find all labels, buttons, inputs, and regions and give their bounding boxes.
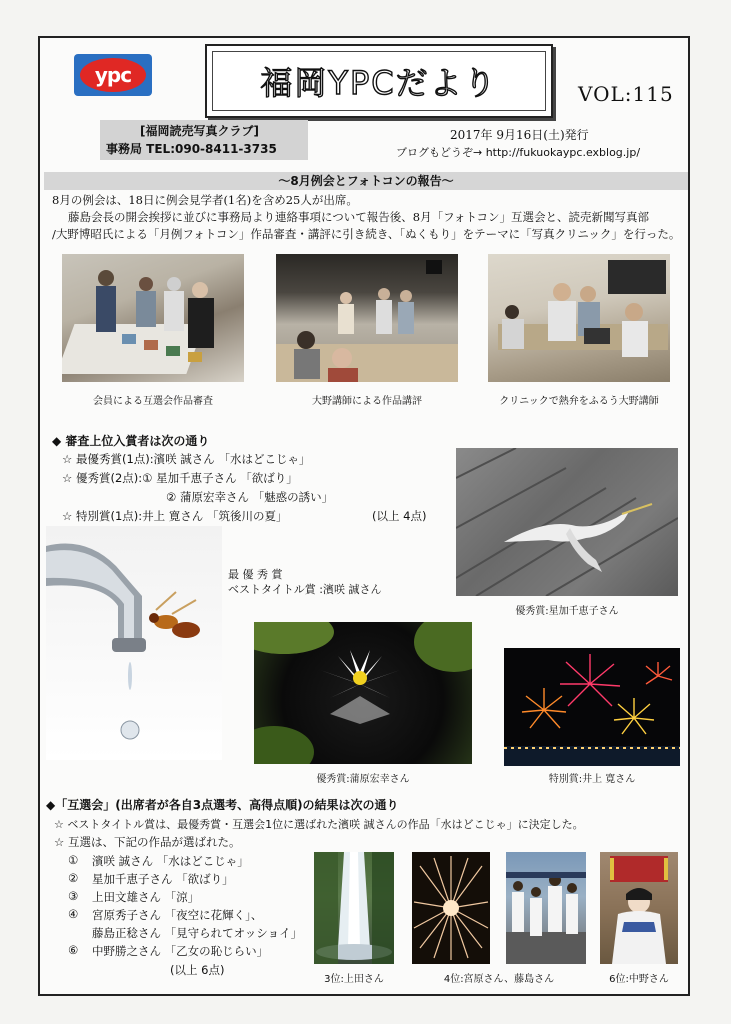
photo-lecture <box>276 254 458 382</box>
ypc-logo <box>74 54 152 96</box>
rank-2-no: ② <box>68 871 79 885</box>
caption-ueda: 3位:上田さん <box>324 974 384 985</box>
award-line-excellent-1: ☆ 優秀賞(2点):① 星加千恵子さん 「欲ばり」 <box>62 471 298 485</box>
photo-ueda <box>314 852 394 964</box>
heron-icon <box>504 504 652 572</box>
office-phone: 事務局 TEL:090-8411-3735 <box>106 142 277 156</box>
rank-6-text: 中野勝之さん 「乙女の恥じらい」 <box>92 944 269 958</box>
photo-best-faucet <box>46 526 222 760</box>
club-name: [福岡読売写真クラブ] <box>140 124 259 138</box>
rank-6-no: ⑥ <box>68 943 79 957</box>
caption-hoshika: 優秀賞:星加千恵子さん <box>515 606 619 617</box>
club-info <box>100 120 308 160</box>
rank-1-no: ① <box>68 853 79 867</box>
report-banner: ～8月例会とフォトコンの報告～ <box>44 172 688 190</box>
award-line-best: ☆ 最優秀賞(1点):濱咲 誠さん 「水はどこじゃ」 <box>62 452 311 466</box>
rank-4b-text: 藤島正稔さん 「見守られてオッショイ」 <box>92 926 303 940</box>
rank-3-no: ③ <box>68 889 79 903</box>
rank-4-text: 宮原秀子さん 「夜空に花輝く」、 <box>92 908 263 922</box>
caption-miyahara-fujishima: 4位:宮原さん、藤島さん <box>443 974 555 985</box>
mutual-note-2: ☆ 互選は、下記の作品が選ばれた。 <box>54 835 241 849</box>
report-paragraph-2: 藤島会長の開会挨拶に並びに事務局より連絡事項について報告後、8月「フォトコン」互選会と、読売新聞写真部 <box>68 210 650 224</box>
page-title: 福岡YPCだより <box>260 64 498 102</box>
photo-hoshika <box>456 448 678 596</box>
report-paragraph-1: 8月の例会は、18日に例会見学者(1名)を含め25人が出席。 <box>52 193 358 207</box>
best-label-2: ベストタイトル賞 :濱咲 誠さん <box>228 583 382 596</box>
photo-clinic <box>488 254 670 382</box>
photo-nakano <box>600 852 678 964</box>
rank-1-text: 濱咲 誠さん 「水はどこじゃ」 <box>92 854 249 868</box>
water-lily-icon <box>320 650 400 724</box>
photo-miyahara <box>412 852 490 964</box>
rank-3-text: 上田文雄さん 「涼」 <box>92 890 200 904</box>
photo-kambara <box>254 622 472 764</box>
issue-date: 2017年 9月16日(土)発行 <box>450 128 589 142</box>
awards-heading: ◆ 審査上位入賞者は次の通り <box>52 434 210 448</box>
masthead <box>205 44 553 118</box>
award-line-excellent-2: ② 蒲原宏幸さん 「魅惑の誘い」 <box>166 490 334 504</box>
mutual-heading: ◆「互選会」(出席者が各自3点選考、高得点順)の結果は次の通り <box>46 798 399 812</box>
award-total: (以上 4点) <box>372 509 427 523</box>
rank-4-no: ④ <box>68 907 79 921</box>
waterfall-icon <box>338 852 370 948</box>
ypc-logo-text: ypc <box>80 58 146 92</box>
wasp-icon <box>149 592 200 638</box>
photo-review <box>62 254 244 382</box>
caption-inoue: 特別賞:井上 寛さん <box>548 774 636 785</box>
caption-kambara: 優秀賞:蒲原宏幸さん <box>316 774 410 785</box>
caption-lecture: 大野講師による作品講評 <box>312 396 422 407</box>
newsletter-page <box>38 36 690 996</box>
award-line-special: ☆ 特別賞(1点):井上 寛さん 「筑後川の夏」 <box>62 509 288 523</box>
fireworks-icon <box>522 654 672 734</box>
report-paragraph-3: /大野博昭氏による「月例フォトコン」作品審査・講評に引き続き、「ぬくもり」をテーマに「写真クリニック」を行った。 <box>52 227 681 241</box>
caption-review: 会員による互選会作品審査 <box>93 396 213 407</box>
caption-clinic: クリニックで熱弁をふるう大野講師 <box>499 396 659 407</box>
best-label-1: 最 優 秀 賞 <box>228 568 283 581</box>
mutual-note-1: ☆ ベストタイトル賞は、最優秀賞・互選会1位に選ばれた濱咲 誠さんの作品「水はどこじゃ」に決定した。 <box>54 818 584 831</box>
mutual-total: (以上 6点) <box>170 963 225 977</box>
photo-fujishima <box>506 852 586 964</box>
rank-2-text: 星加千恵子さん 「欲ばり」 <box>92 872 234 886</box>
volume-number: VOL:115 <box>578 82 674 106</box>
blog-link[interactable]: ブログもどうぞ→ http://fukuokaypc.exblog.jp/ <box>396 146 641 159</box>
photo-inoue <box>504 648 680 766</box>
caption-nakano: 6位:中野さん <box>609 974 669 985</box>
